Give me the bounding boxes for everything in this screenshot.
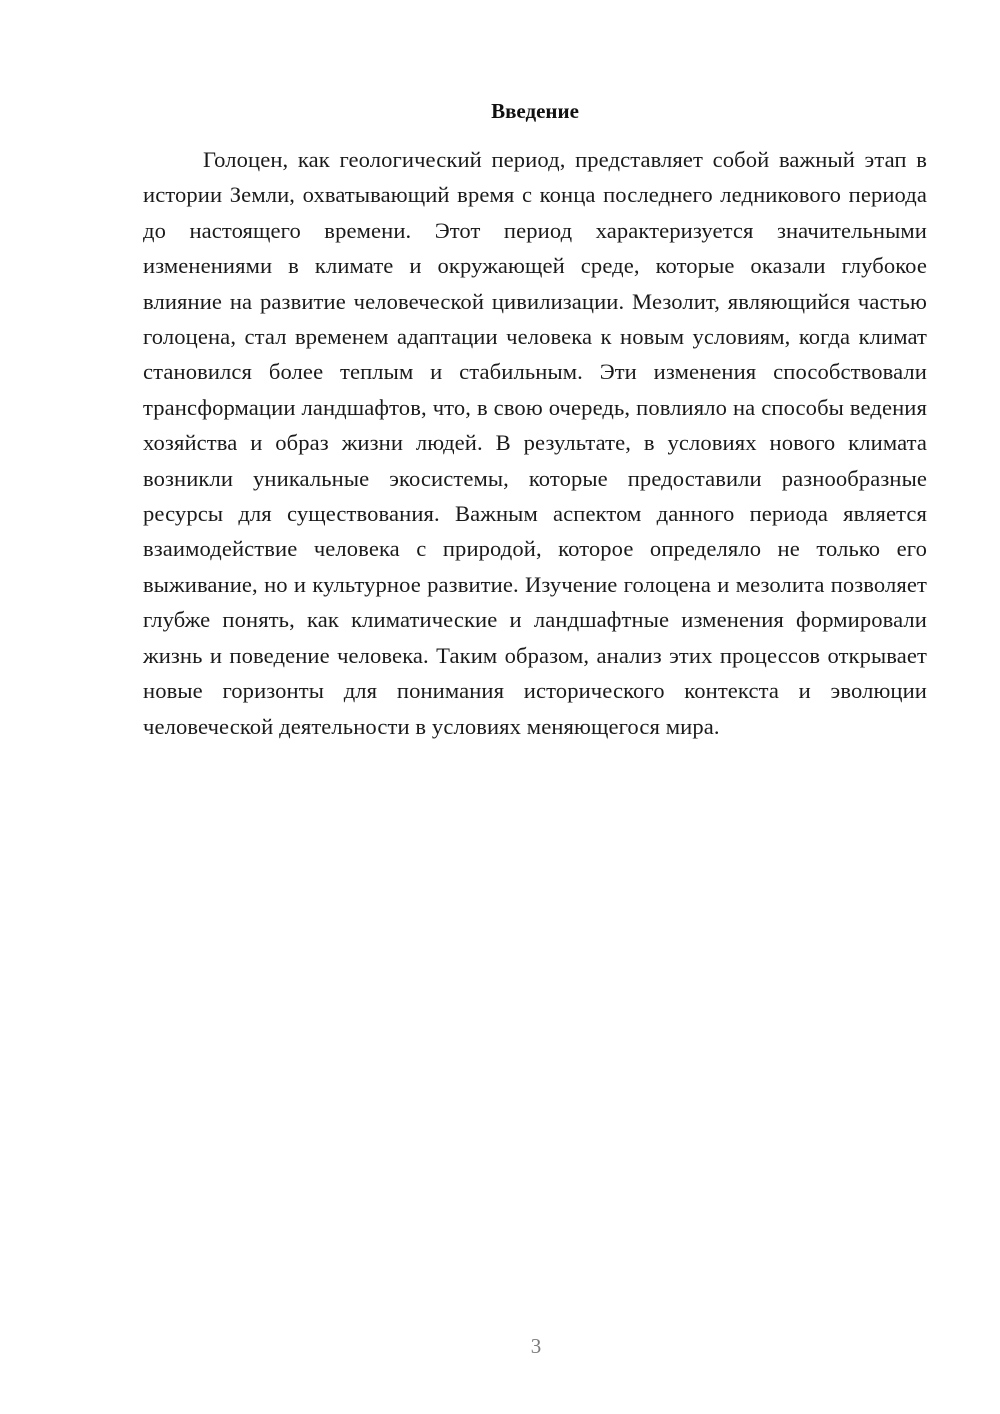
section-heading: Введение xyxy=(491,99,579,123)
body-paragraph: Голоцен, как геологический период, представляет собой важный этап в истории Земли, охватывающий время с конца последнего ледникового периода до настоящего времени. Этот период характеризуется значительными изменениями в климате и окружающей среде, которые оказали глубокое влияние на развитие человеческой цивилизации. Мезолит, являющийся частью голоцена, стал временем адаптации человека к новым условиям, когда климат становился более теплым и стабильным. Эти изменения способствовали трансформации ландшафтов, что, в свою очередь, повлияло на способы ведения хозяйства и образ жизни людей. В результате, в условиях нового климата возникли уникальные экосистемы, которые предоставили разнообразные ресурсы для существования. Важным аспектом данного периода является взаимодействие человека с природой, которое определяло не только его выживание, но и культурное развитие. Изучение голоцена и мезолита позволяет глубже понять, как климатические и ландшафтные изменения формировали жизнь и поведение человека. Таким образом, анализ этих процессов открывает новые горизонты для понимания исторического контекста и эволюции человеческой деятельности в условиях меняющегося мира. xyxy=(143,147,927,739)
page-number: 3 xyxy=(530,1334,542,1358)
